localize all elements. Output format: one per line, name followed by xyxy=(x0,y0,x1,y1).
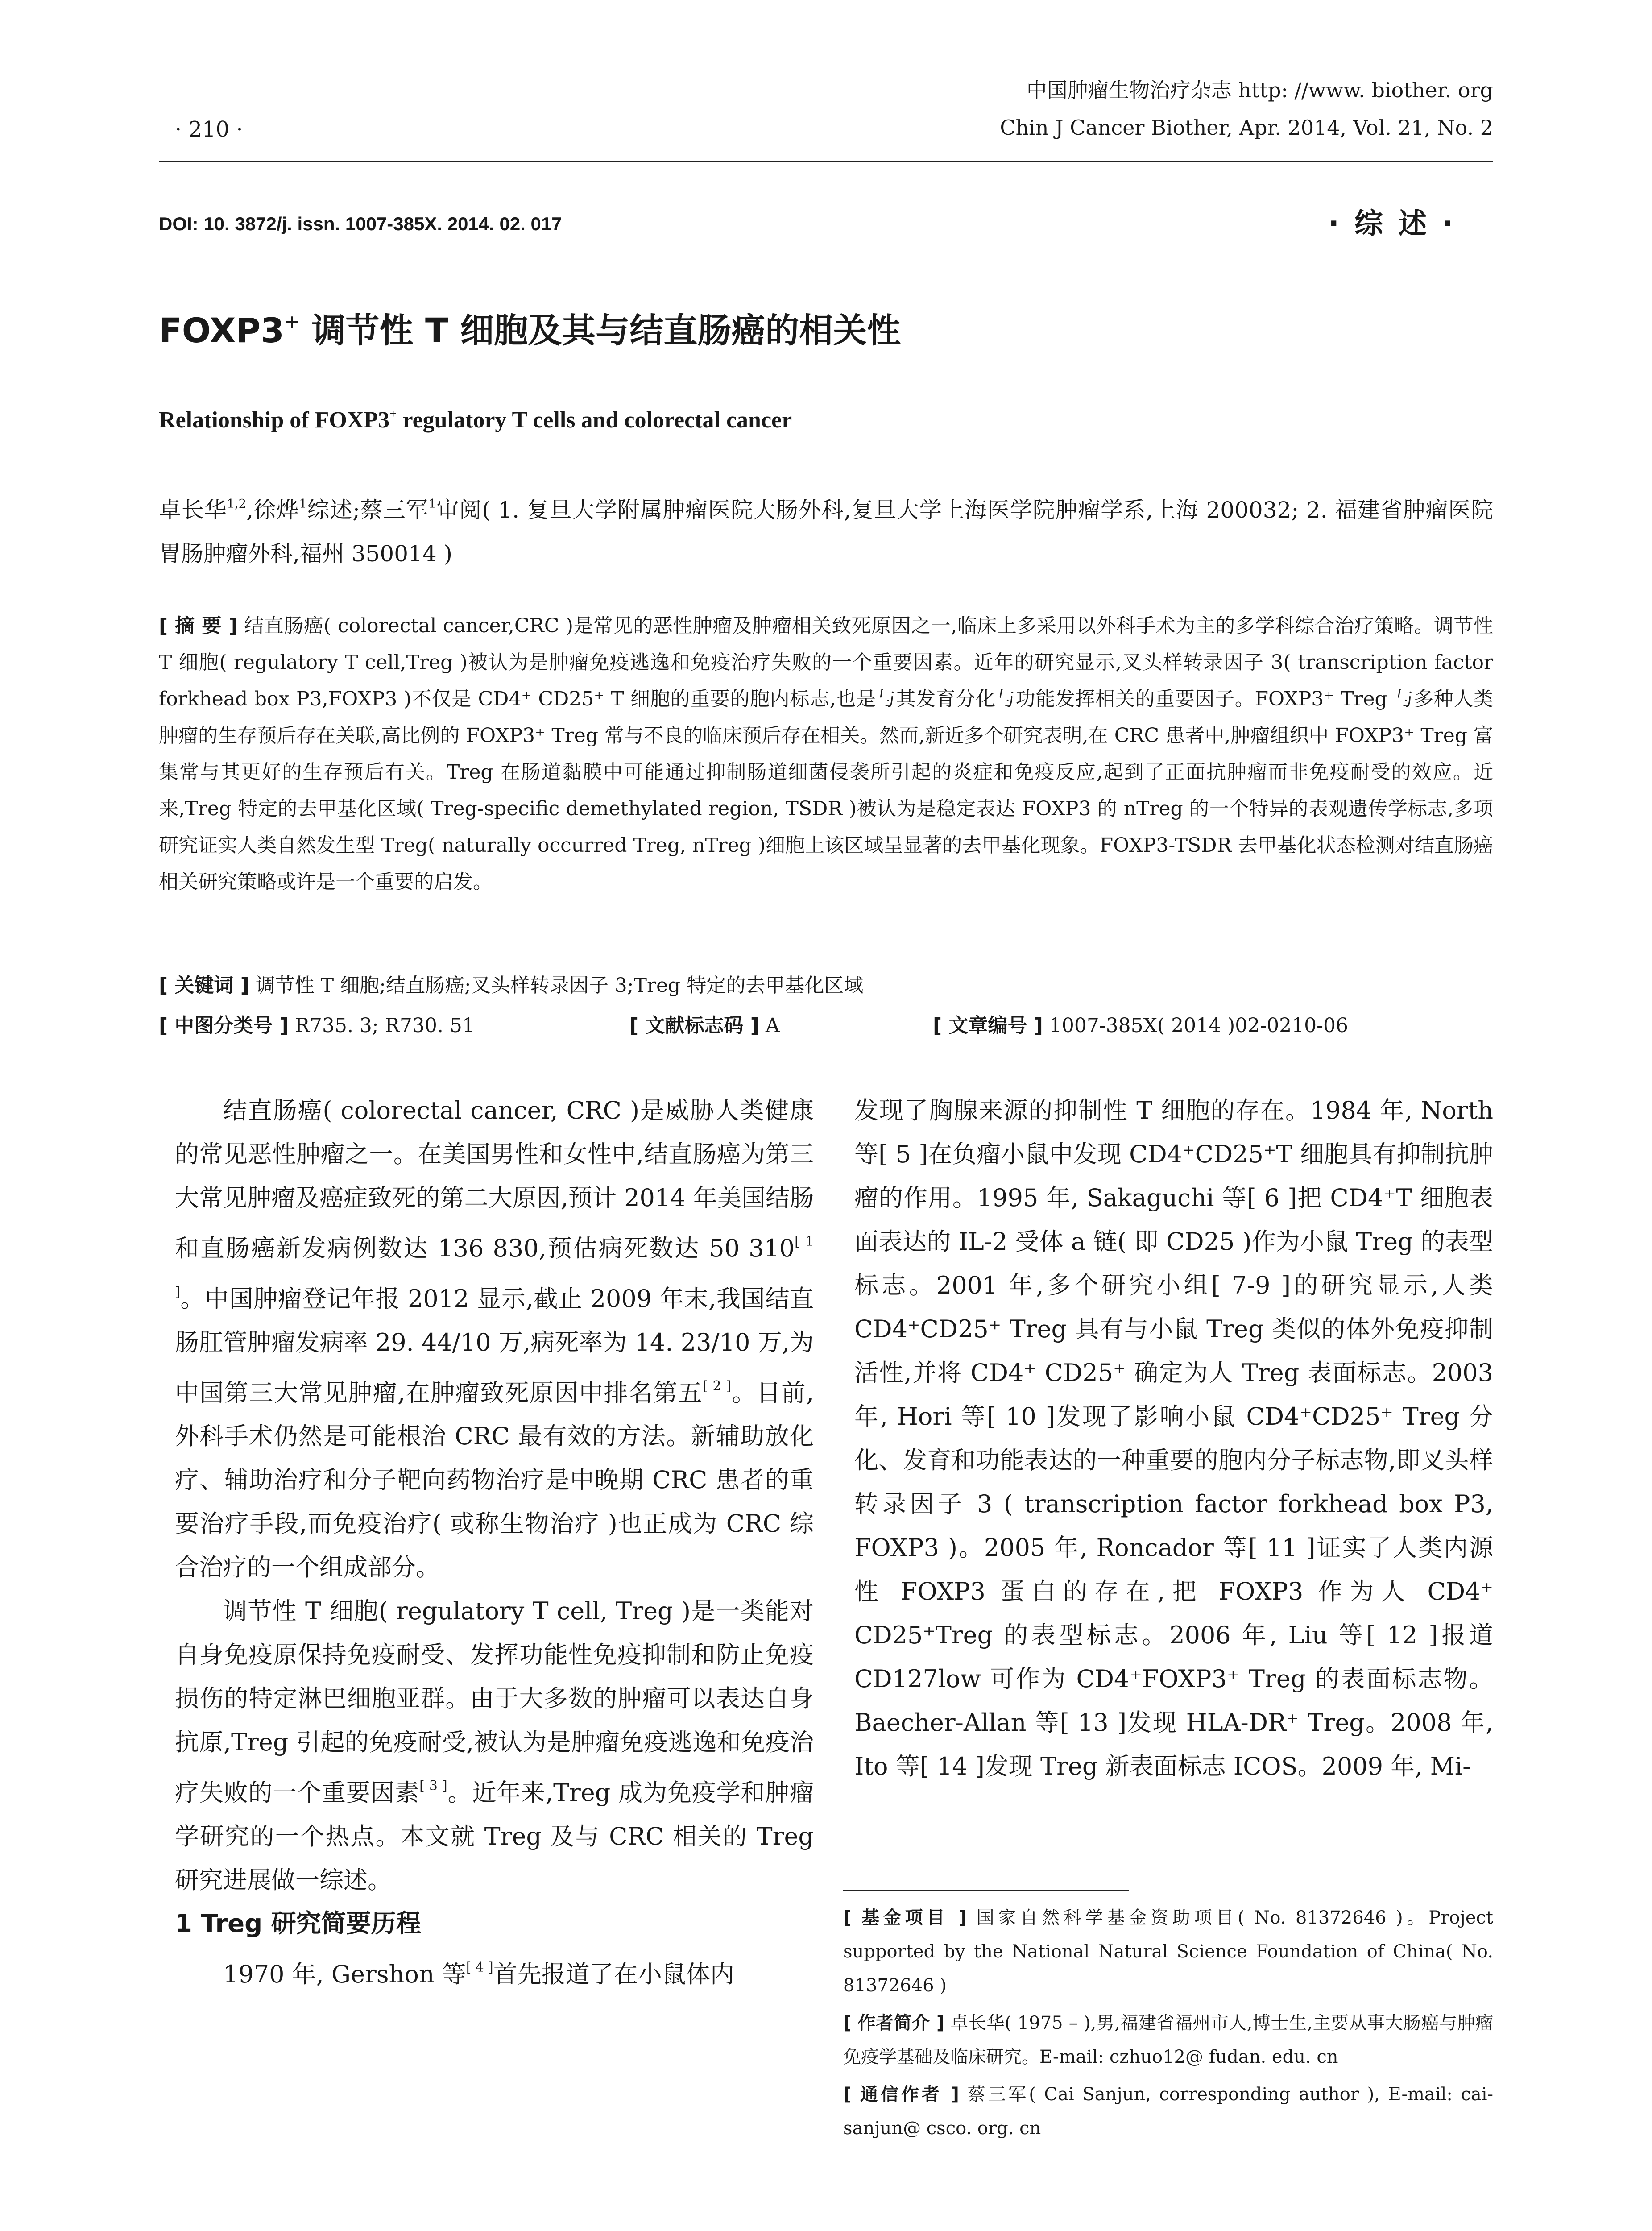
author-bio-text: 卓长华( 1975 – ),男,福建省福州市人,博士生,主要从事大肠癌与肿瘤免疫学基础及临床研究。E-mail: czhuo12@ fudan. edu. cn xyxy=(843,2013,1493,2067)
abstract-label: [ 摘 要 ] xyxy=(159,614,238,637)
title-english xyxy=(159,407,792,433)
art-label: [ 文章编号 ] xyxy=(933,1014,1043,1037)
header-rule xyxy=(159,161,1493,162)
p1-a: 结直肠癌( colorectal cancer, CRC )是威胁人类健康的常见恶性肿瘤之一。在美国男性和女性中,结直肠癌为第三大常见肿瘤及癌症致死的第二大原因,预计 2014 年美国结肠和直肠癌新发病例数达 136 830,预估病死数达 50 310 xyxy=(175,1096,814,1262)
section-heading-1: 1 Treg 研究简要历程 xyxy=(175,1909,421,1938)
paragraph-1 xyxy=(175,1089,814,1589)
paragraph-2 xyxy=(175,1589,814,1902)
author-bio-label: [ 作者简介 ] xyxy=(843,2013,945,2033)
corr-text: 蔡三军( Cai Sanjun, corresponding author ), E-mail: cai-sanjun@ csco. org. cn xyxy=(843,2084,1494,2139)
p2-b: 。近年来,Treg 成为免疫学和肿瘤学研究的一个热点。本文就 Treg 及与 CRC 相关的 Treg 研究进展做一综述。 xyxy=(175,1779,814,1894)
clc-number xyxy=(159,1009,475,1038)
body-right-column xyxy=(854,1089,1493,1788)
fund-text: 国家自然科学基金资助项目( No. 81372646 )。Project supported by the National Natural Science Foundation of China( No. 81372646 ) xyxy=(843,1908,1493,1996)
p1-b: 。中国肿瘤登记年报 2012 显示,截止 2009 年末,我国结直肠肛管肿瘤发病率 29. 44/10 万,病死率为 14. 23/10 万,为中国第三大常见肿瘤,在肿瘤致死原因中排名第五 xyxy=(175,1284,814,1407)
ref-4: [ 4 ] xyxy=(466,1960,493,1975)
keywords-label: [ 关键词 ] xyxy=(159,974,249,997)
doc-value: A xyxy=(759,1014,780,1037)
title-en-sup: + xyxy=(389,407,397,421)
title-chinese xyxy=(159,303,901,352)
ref-1: [ 1 ] xyxy=(175,1234,814,1300)
abstract-text: 结直肠癌( colorectal cancer,CRC )是常见的恶性肿瘤及肿瘤相关致死原因之一,临床上多采用以外科手术为主的多学科综合治疗策略。调节性 T 细胞( regulatory T cell,Treg )被认为是肿瘤免疫逃逸和免疫治疗失败的一个重要因素。近年的研究显示,叉头样转录因子 3( transcription factor forkhead box P3,FOXP3 )不仅是 CD4⁺ CD25⁺ T 细胞的重要的胞内标志,也是与其发育分化与功能发挥相关的重要因子。FOXP3⁺ Treg 与多种人类肿瘤的生存预后存在关联,高比例的 FOXP3⁺ Treg 常与不良的临床预后存在相关。然而,新近多个研究表明,在 CRC 患者中,肿瘤组织中 FOXP3⁺ Treg 富集常与其更好的生存预后有关。Treg 在肠道黏膜中可能通过抑制肠道细菌侵袭所引起的炎症和免疫反应,起到了正面抗肿瘤而非免疫耐受的效应。近来,Treg 特定的去甲基化区域( Treg-specific demethylated region, TSDR )被认为是稳定表达 FOXP3 的 nTreg 的一个特异的表观遗传学标志,多项研究证实人类自然发生型 Treg( naturally occurred Treg, nTreg )细胞上该区域呈显著的去甲基化现象。FOXP3-TSDR 去甲基化状态检测对结直肠癌相关研究策略或许是一个重要的启发。 xyxy=(159,614,1493,893)
body-left-column xyxy=(175,1089,814,1996)
art-value: 1007-385X( 2014 )02-0210-06 xyxy=(1043,1014,1348,1037)
affiliations: 审阅( 1. 复旦大学附属肿瘤医院大肠外科,复旦大学上海医学院肿瘤学系,上海 200032; 2. 福建省肿瘤医院胃肠肿瘤外科,福州 350014 ) xyxy=(159,497,1493,567)
journal-cn-url: 中国肿瘤生物治疗杂志 http: //www. biother. org xyxy=(1026,78,1493,102)
fund-label: [ 基金项目 ] xyxy=(843,1908,967,1928)
author-roles: 综述;蔡三军 xyxy=(306,497,429,523)
keywords xyxy=(159,969,863,998)
article-number xyxy=(933,1009,1348,1038)
p3-b: 首先报道了在小鼠体内 xyxy=(493,1960,734,1988)
author-1-sup: 1,2 xyxy=(227,497,247,511)
footnote-author xyxy=(843,2006,1493,2074)
authors-affiliation xyxy=(159,482,1493,576)
ref-3: [ 3 ] xyxy=(419,1778,447,1794)
author-3-sup: 1 xyxy=(428,497,436,511)
section-tag: · 综 述 · xyxy=(1328,207,1456,241)
doc-code xyxy=(629,1009,780,1038)
page-number: · 210 · xyxy=(175,117,243,142)
journal-header xyxy=(1000,71,1493,146)
abstract xyxy=(159,608,1493,900)
doi: DOI: 10. 3872/j. issn. 1007-385X. 2014. 02. 017 xyxy=(159,213,562,234)
journal-en: Chin J Cancer Biother, Apr. 2014, Vol. 21, No. 2 xyxy=(1000,116,1493,140)
footnote-corresponding xyxy=(843,2078,1493,2145)
title-cn-sup: + xyxy=(284,311,300,333)
title-cn-part: FOXP3 xyxy=(159,311,284,350)
keywords-text: 调节性 T 细胞;结直肠癌;叉头样转录因子 3;Treg 特定的去甲基化区域 xyxy=(249,974,864,997)
footnote-fund xyxy=(843,1901,1493,2003)
footnotes xyxy=(843,1901,1493,2149)
title-en-rest: regulatory T cells and colorectal cancer xyxy=(397,407,792,433)
paragraph-3 xyxy=(175,1946,814,1996)
doc-label: [ 文献标志码 ] xyxy=(629,1014,759,1037)
clc-value: R735. 3; R730. 51 xyxy=(288,1014,475,1037)
author-2: ,徐烨 xyxy=(246,497,299,523)
title-cn-rest: 调节性 T 细胞及其与结直肠癌的相关性 xyxy=(300,311,901,350)
corr-label: [ 通信作者 ] xyxy=(843,2084,959,2105)
author-2-sup: 1 xyxy=(299,497,307,511)
p3-a: 1970 年, Gershon 等 xyxy=(223,1960,466,1988)
right-column-text: 发现了胸腺来源的抑制性 T 细胞的存在。1984 年, North 等[ 5 ]在负瘤小鼠中发现 CD4⁺CD25⁺T 细胞具有抑制抗肿瘤的作用。1995 年, Sakaguchi 等[ 6 ]把 CD4⁺T 细胞表面表达的 IL-2 受体 a 链( 即 CD25 )作为小鼠 Treg 的表型标志。2001 年,多个研究小组[ 7-9 ]的研究显示,人类 CD4⁺CD25⁺ Treg 具有与小鼠 Treg 类似的体外免疫抑制活性,并将 CD4⁺ CD25⁺ 确定为人 Treg 表面标志。2003 年, Hori 等[ 10 ]发现了影响小鼠 CD4⁺CD25⁺ Treg 分化、发育和功能表达的一种重要的胞内分子标志物,即叉头样转录因子 3 ( transcription factor forkhead box P3, FOXP3 )。2005 年, Roncador 等[ 11 ]证实了人类内源性 FOXP3 蛋白的存在,把 FOXP3 作为人 CD4⁺ CD25⁺Treg 的表型标志。2006 年, Liu 等[ 12 ]报道 CD127low 可作为 CD4⁺FOXP3⁺ Treg 的表面标志物。Baecher-Allan 等[ 13 ]发现 HLA-DR⁺ Treg。2008 年, Ito 等[ 14 ]发现 Treg 新表面标志 ICOS。2009 年, Mi- xyxy=(854,1096,1493,1780)
p1-c: 。目前,外科手术仍然是可能根治 CRC 最有效的方法。新辅助放化疗、辅助治疗和分子靶向药物治疗是中晚期 CRC 患者的重要治疗手段,而免疫治疗( 或称生物治疗 )也正成为 CRC 综合治疗的一个组成部分。 xyxy=(175,1378,814,1582)
clc-label: [ 中图分类号 ] xyxy=(159,1014,289,1037)
title-en-part: Relationship of FOXP3 xyxy=(159,407,390,433)
p2-a: 调节性 T 细胞( regulatory T cell, Treg )是一类能对自身免疫原保持免疫耐受、发挥功能性免疫抑制和防止免疫损伤的特定淋巴细胞亚群。由于大多数的肿瘤可以表达自身抗原,Treg 引起的免疫耐受,被认为是肿瘤免疫逃逸和免疫治疗失败的一个重要因素 xyxy=(175,1597,814,1807)
ref-2: [ 2 ] xyxy=(703,1378,732,1394)
author-1: 卓长华 xyxy=(159,497,227,523)
footnote-rule xyxy=(843,1890,1129,1891)
